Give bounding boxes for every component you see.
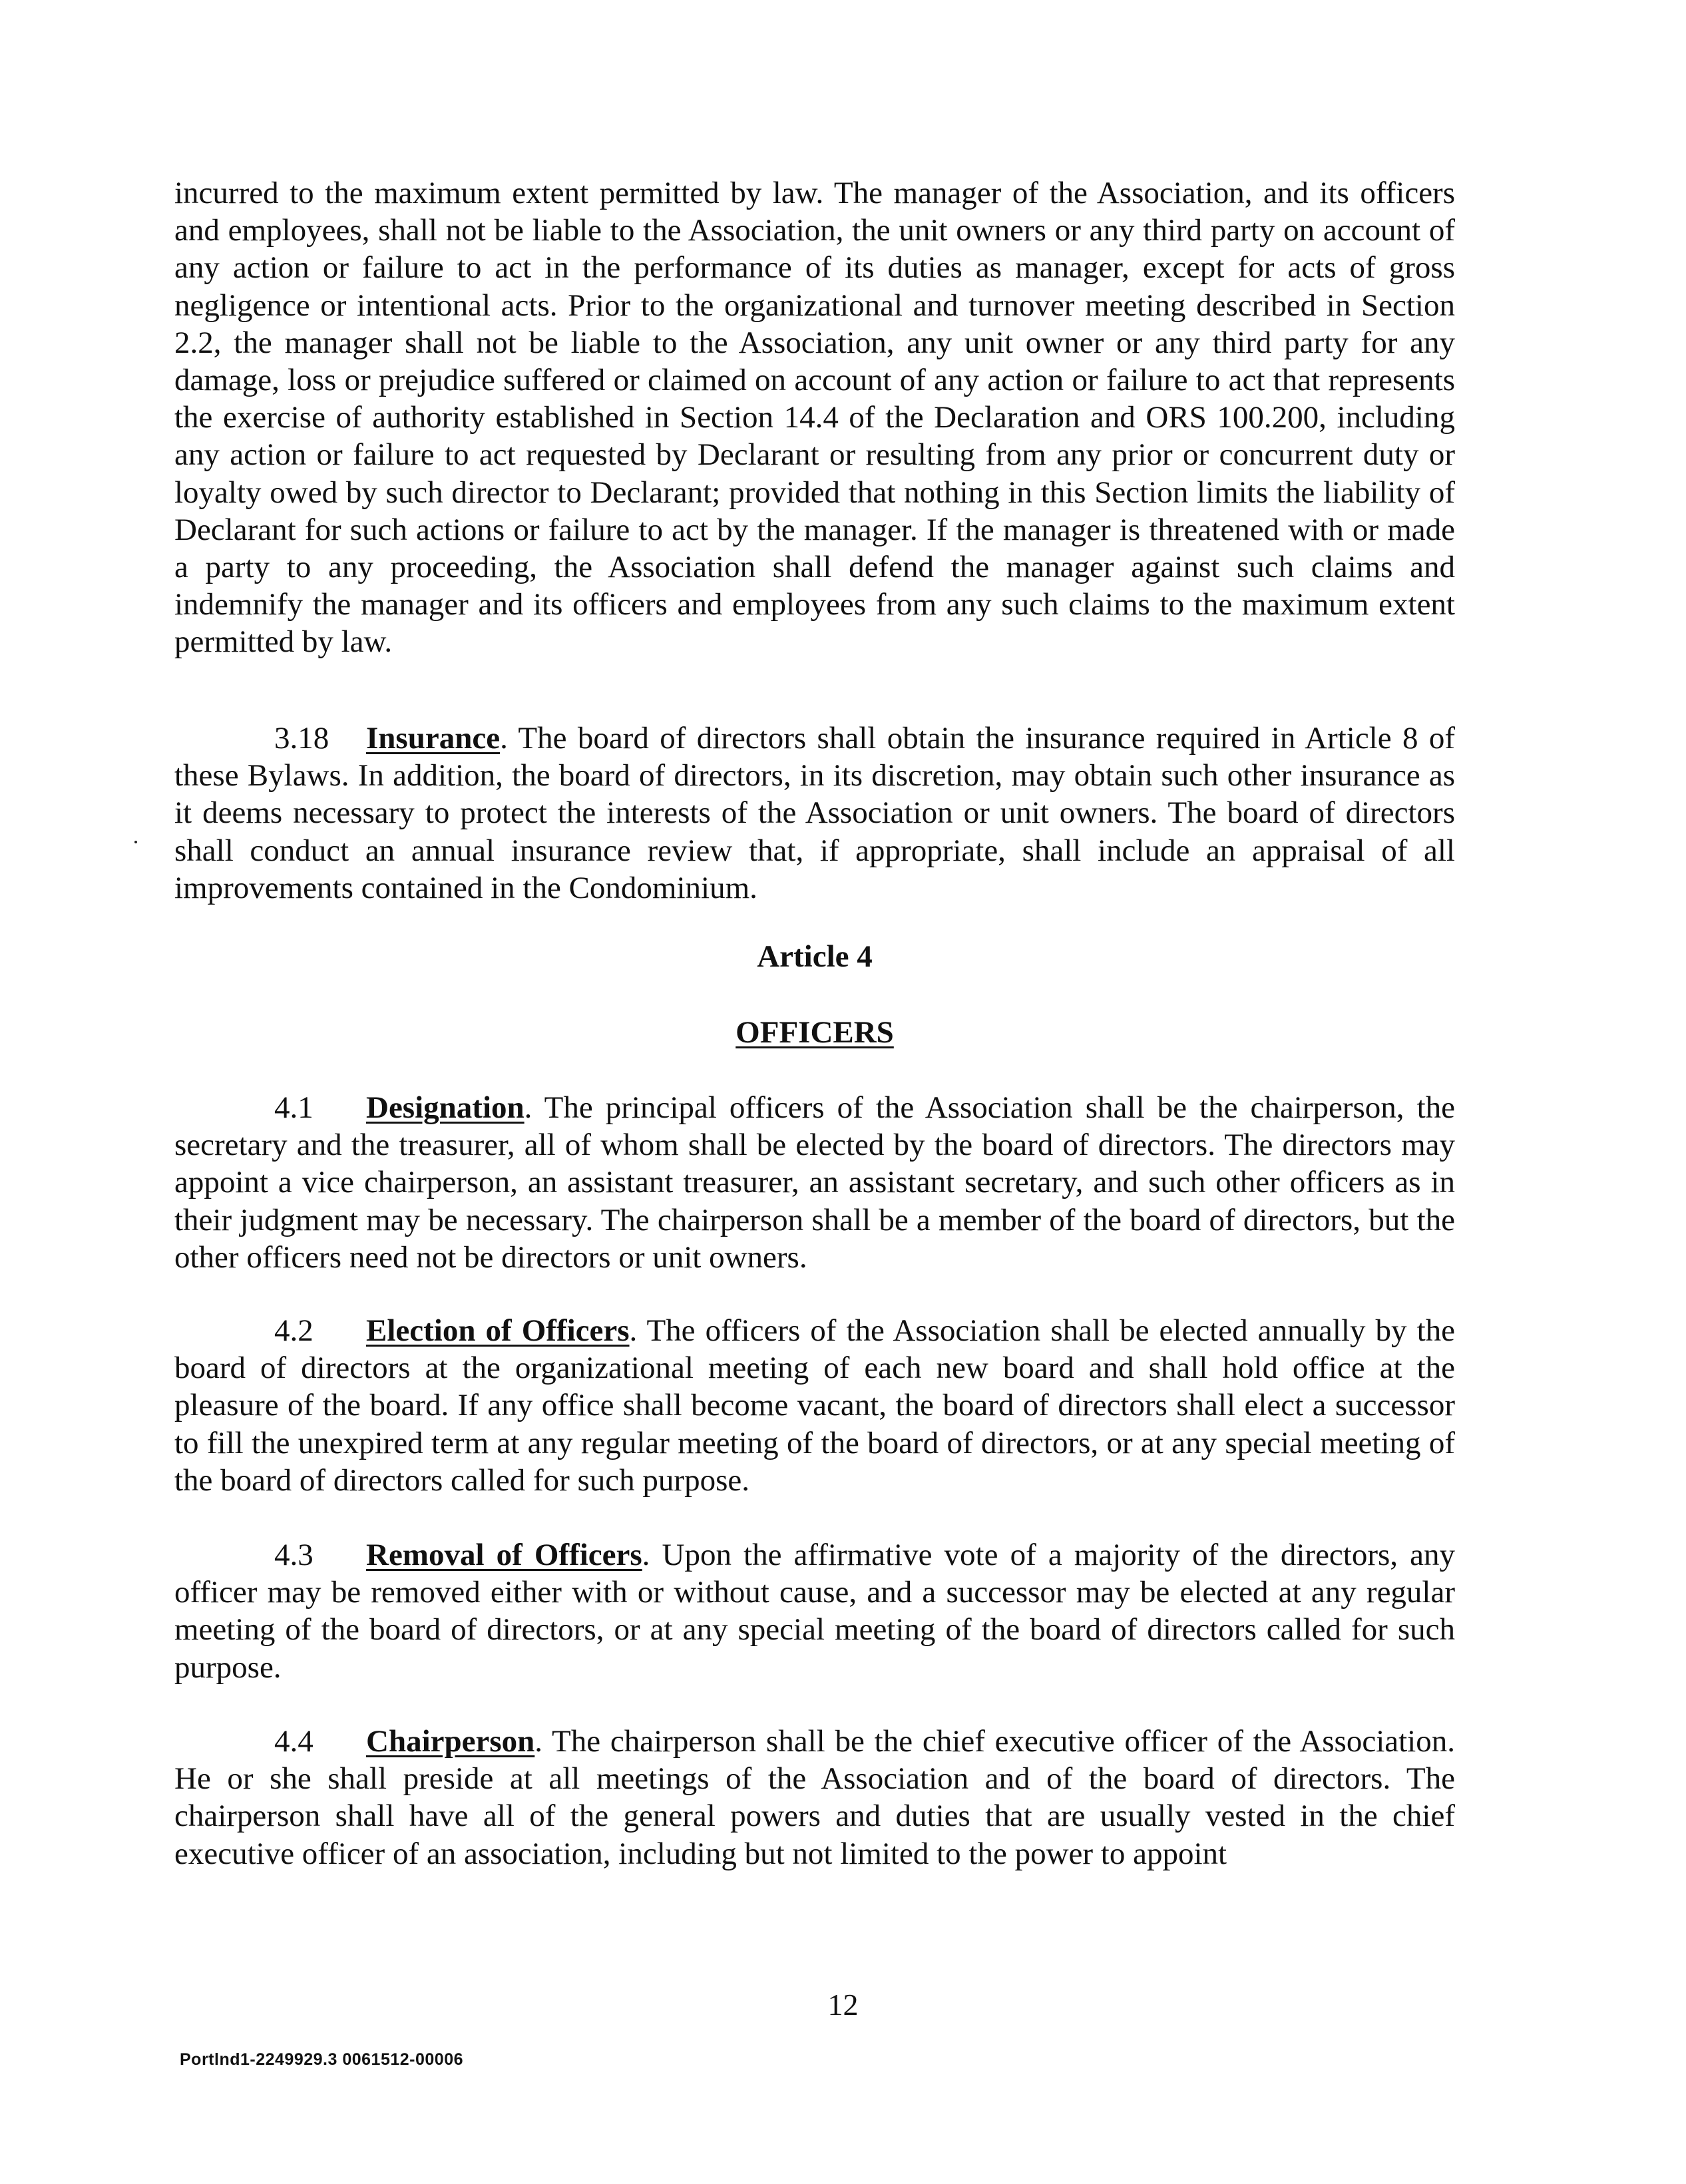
article-title [174,1014,1455,1050]
section-heading: Insurance [366,721,501,756]
section-4-2-paragraph [174,1312,1455,1499]
section-heading: Election of Officers [366,1313,630,1348]
section-body: . Upon the affirmative vote of a majority of the directors, any officer may be removed either with or without cause, and a successor may be elected at any regular meeting of the board of directors, or at any special meeting of the board of directors called for such purpose. [174,1538,1455,1685]
section-4-1-paragraph [174,1089,1455,1276]
section-3-18-paragraph [174,720,1455,907]
article-title-text: OFFICERS [736,1015,894,1050]
stray-mark [134,841,137,843]
section-number: 4.4 [274,1724,314,1759]
article-label: Article 4 [757,939,873,974]
section-heading: Designation [366,1090,525,1125]
section-body: . The officers of the Association shall be elected annually by the board of directors at the organizational meeting of each new board and shall hold office at the pleasure of the board. If any office shall become vacant, the board of directors shall elect a successor to fill the unexpired term at any regular meeting of the board of directors, or at any special meeting of the board of directors called for such purpose. [174,1313,1455,1498]
section-number: 4.3 [274,1538,314,1572]
section-body: . The chairperson shall be the chief executive officer of the Association. He or she shall preside at all meetings of the Association and of the board of directors. The chairperson shall have all of the general powers and duties that are usually vested in the chief executive officer of an association, including but not limited to the power to appoint [174,1724,1455,1871]
section-4-3-paragraph [174,1536,1455,1686]
section-body: . The principal officers of the Association shall be the chairperson, the secretary and the treasurer, all of whom shall be elected by the board of directors. The directors may appoint a vice chairperson, an assistant treasurer, an assistant secretary, and such other officers as in their judgment may be necessary. The chairperson shall be a member of the board of directors, but the other officers need not be directors or unit owners. [174,1090,1455,1275]
section-number: 3.18 [274,721,329,756]
section-heading: Removal of Officers [366,1538,642,1572]
section-number: 4.2 [274,1313,314,1348]
section-body: . The board of directors shall obtain the insurance required in Article 8 of these Bylaws. In addition, the board of directors, in its discretion, may obtain such other insurance as it deems necessary to protect the interests of the Association or unit owners. The board of directors shall conduct an annual insurance review that, if appropriate, shall include an appraisal of all improvements contained in the Condominium. [174,721,1455,905]
continuation-paragraph: incurred to the maximum extent permitted by law. The manager of the Association, and its officers and employees, shall not be liable to the Association, the unit owners or any third party on account of any action or failure to act in the performance of its duties as manager, except for acts of gross negligence or intentional acts. Prior to the organizational and turnover meeting described in Section 2.2, the manager shall not be liable to the Association, any unit owner or any third party for any damage, loss or prejudice suffered or claimed on account of any action or failure to act that represents the exercise of authority established in Section 14.4 of the Declaration and ORS 100.200, including any action or failure to act requested by Declarant or resulting from any prior or concurrent duty or loyalty owed by such director to Declarant; provided that nothing in this Section limits the liability of Declarant for such actions or failure to act by the manager. If the manager is threatened with or made a party to any proceeding, the Association shall defend the manager against such claims and indemnify the manager and its officers and employees from any such claims to the maximum extent permitted by law. [174,176,1455,660]
section-number: 4.1 [274,1090,314,1125]
section-heading: Chairperson [366,1724,535,1759]
page-number: 12 [827,1988,859,2022]
footer-document-id: Portlnd1-2249929.3 0061512-00006 [180,2050,464,2069]
section-4-4-paragraph [174,1723,1455,1872]
